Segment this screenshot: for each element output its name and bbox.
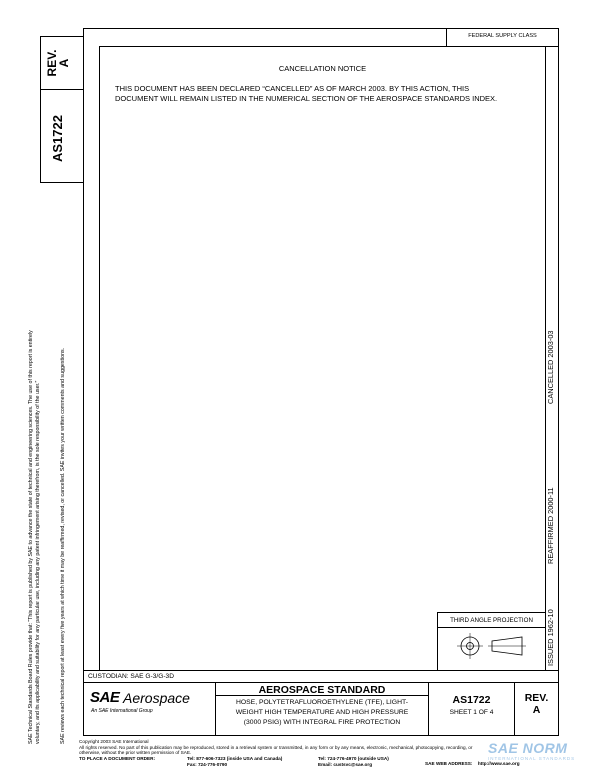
disclaimer-line-1: SAE Technical Standards Board Rules provide that: “This report is published by SAE to advance the state of technical and engineering sciences. The use of this report is entirely: [28, 330, 34, 744]
email: Email: custsvc@sae.org: [318, 761, 373, 767]
rev-box: [515, 692, 558, 716]
rev-label-left: [46, 46, 80, 80]
rights-line-2: otherwise, without the prior written permission of SAE.: [79, 750, 192, 756]
rev-box-label: REV.: [524, 692, 549, 704]
frame-right: [558, 28, 559, 736]
tel-us: Tel: 877-606-7323 (inside USA and Canada): [187, 756, 283, 761]
third-angle-projection-symbol: [438, 628, 545, 670]
third-angle-projection-label: THIRD ANGLE PROJECTION: [450, 617, 533, 624]
document-history: [546, 330, 555, 666]
rev-box-value: A: [532, 704, 541, 716]
rev-label-text: REV.: [45, 49, 59, 77]
disclaimer-text: [28, 184, 42, 744]
copyright: Copyright 2003 SAE International: [79, 739, 149, 744]
order-label: TO PLACE A DOCUMENT ORDER:: [79, 756, 156, 761]
logo-sae: SAE: [90, 689, 120, 706]
standard-description: [216, 698, 428, 727]
doc-number: AS1722: [452, 694, 491, 706]
logo-aerospace: Aerospace: [123, 690, 190, 706]
cancellation-notice-body: [115, 84, 540, 104]
sheet-number: SHEET 1 OF 4: [449, 709, 494, 716]
reaffirmed-date: REAFFIRMED 2000-11: [546, 487, 555, 564]
web-url[interactable]: http://www.sae.org: [477, 761, 520, 766]
desc-line-2: WEIGHT HIGH TEMPERATURE AND HIGH PRESSURE: [235, 708, 409, 716]
cancelled-date: CANCELLED 2003-03: [546, 330, 555, 404]
sae-norm-watermark: [488, 740, 598, 774]
desc-line-1: HOSE, POLYTETRAFLUOROETHYLENE (TFE), LIGHT-: [235, 699, 409, 706]
fax: Fax: 724-776-0790: [187, 761, 228, 767]
standard-title: AEROSPACE STANDARD: [258, 684, 386, 696]
federal-supply-class: FEDERAL SUPPLY CLASS: [468, 33, 537, 39]
custodian: CUSTODIAN: SAE G-3/G-3D: [88, 673, 174, 680]
notice-line-2: DOCUMENT WILL REMAIN LISTED IN THE NUMERICAL SECTION OF THE AEROSPACE STANDARDS INDEX.: [115, 94, 498, 103]
issued-date: ISSUED 1962-10: [546, 609, 555, 666]
frame-left: [83, 28, 84, 736]
frame-top: [83, 28, 559, 29]
notice-line-1: THIS DOCUMENT HAS BEEN DECLARED “CANCELLED” AS OF MARCH 2003. BY THIS ACTION, THIS: [115, 84, 470, 93]
watermark-brand: SAE NORM: [488, 740, 568, 756]
order-phones: [187, 756, 282, 767]
rights-line-1: All rights reserved. No part of this publication may be reproduced, stored in a retrieval system or transmitted, in any form or by any means, electronic, mechanical, photocopying, recording, or: [79, 744, 473, 750]
order-intl: [318, 756, 389, 767]
web-address: SAE WEB ADDRESS: http://www.sae.org: [425, 761, 520, 766]
rev-value-text: A: [57, 58, 71, 68]
tel-intl: Tel: 724-776-4970 (outside USA): [318, 756, 389, 761]
doc-number-left: AS1722: [50, 115, 65, 162]
review-note: SAE reviews each technical report at least every five years at which time it may be reaffirmed, revised, or cancelled. SAE invites your written comments and suggestions.: [60, 347, 66, 744]
watermark-sub: INTERNATIONAL STANDARDS: [488, 756, 576, 761]
logo-tagline: An SAE International Group: [91, 708, 153, 714]
sae-aerospace-logo: [88, 688, 214, 728]
desc-line-3: (3000 PSIG) WITH INTEGRAL FIRE PROTECTION: [243, 718, 401, 726]
cancellation-notice-title: CANCELLATION NOTICE: [278, 64, 367, 73]
disclaimer-line-2: voluntary, and its applicability and suitability for any particular use, including any patent infringement arising therefrom, is the sole responsibility of the user.”: [35, 380, 42, 744]
footer: [79, 739, 519, 756]
